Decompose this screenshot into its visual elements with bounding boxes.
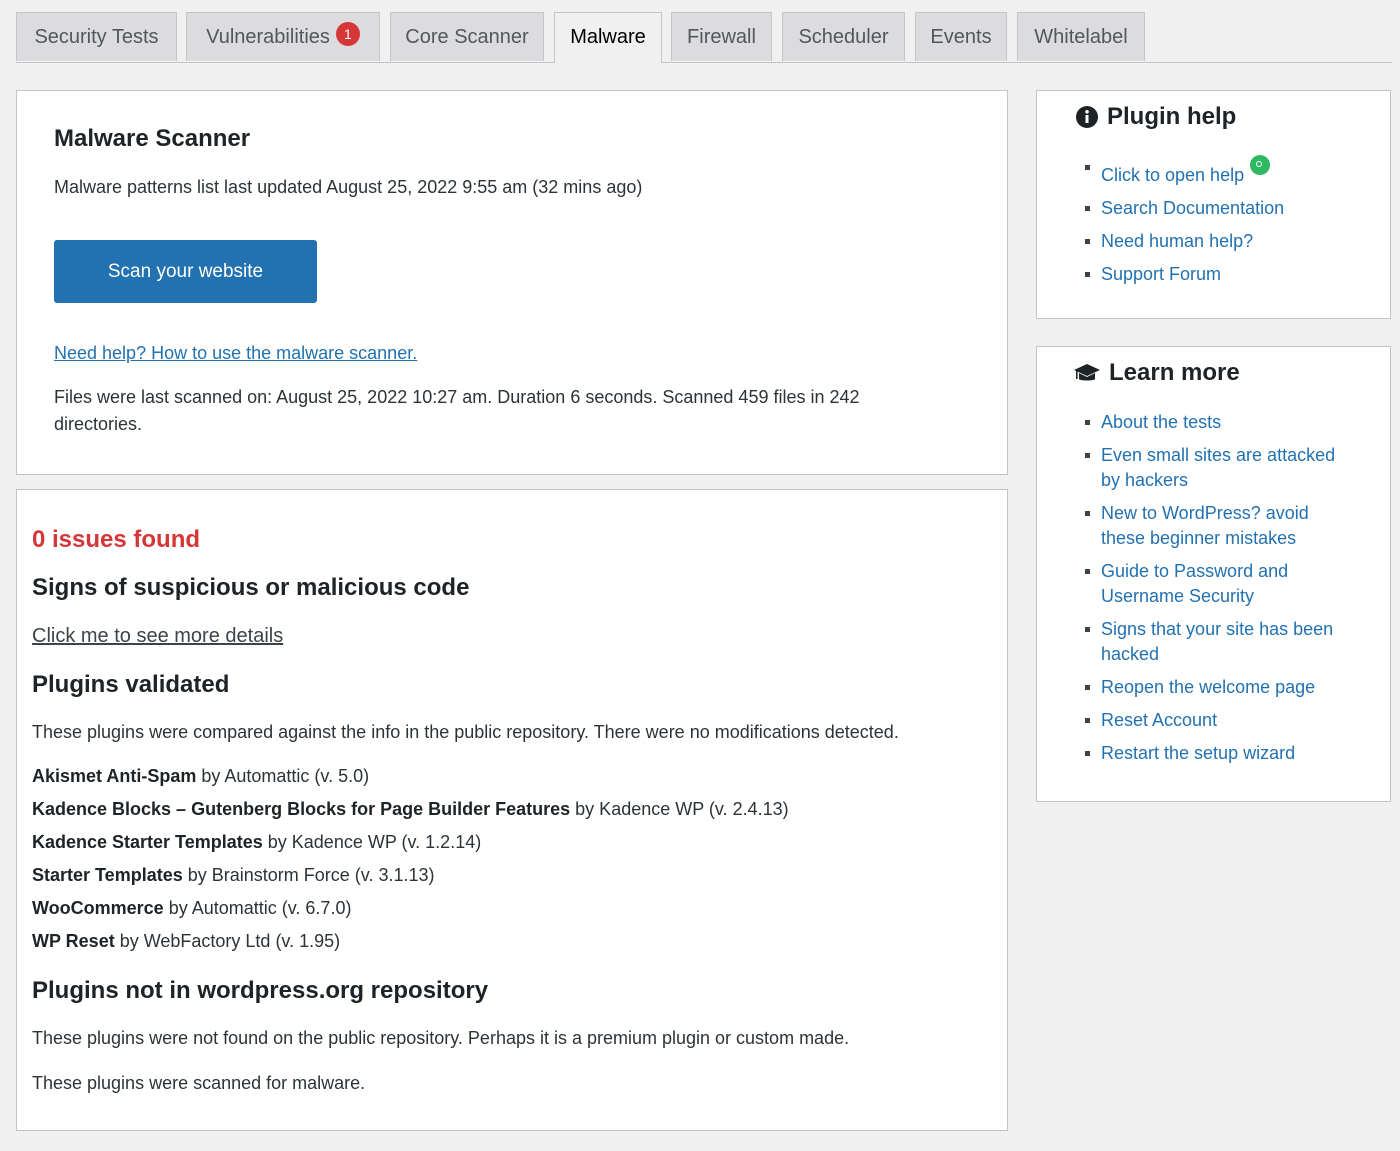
- tab-label: Core Scanner: [405, 26, 529, 48]
- plugin-help-panel: [1036, 90, 1391, 319]
- link-text: Even small sites are attacked: [1101, 445, 1336, 465]
- scan-website-button[interactable]: Scan your website: [54, 240, 317, 303]
- link-text: Restart the setup wizard: [1101, 743, 1296, 763]
- malware-help-link[interactable]: Need help? How to use the malware scanner.: [54, 343, 418, 363]
- last-scan-text-cont: directories.: [54, 414, 143, 434]
- patterns-updated-text: Malware patterns list last updated August 25, 2022 9:55 am (32 mins ago): [54, 177, 643, 197]
- link-text: by hackers: [1101, 470, 1189, 490]
- link-text: Reopen the welcome page: [1101, 677, 1316, 697]
- not-in-repo-description: These plugins were not found on the public repository. Perhaps it is a premium plugin or custom made.: [32, 1028, 850, 1048]
- tab-events[interactable]: [915, 12, 1007, 61]
- link-text: Signs that your site has been: [1101, 619, 1334, 639]
- plugin-item: [32, 799, 789, 820]
- link-text: About the tests: [1101, 412, 1222, 432]
- plugin-name: WP Reset: [32, 931, 115, 951]
- malware-scanner-panel: [16, 90, 1008, 475]
- tab-label: Vulnerabilities: [206, 26, 330, 48]
- tab-security-tests[interactable]: [16, 12, 177, 61]
- about-tests-link[interactable]: [1085, 410, 1335, 435]
- link-text: these beginner mistakes: [1101, 528, 1297, 548]
- link-text: Support Forum: [1101, 264, 1222, 284]
- plugin-help-title: [1075, 103, 1236, 131]
- help-links: [1085, 155, 1284, 287]
- plugin-name: Akismet Anti-Spam: [32, 766, 197, 786]
- title-text: Learn more: [1109, 359, 1240, 386]
- link-text: hacked: [1101, 644, 1160, 664]
- tab-label: Whitelabel: [1034, 26, 1128, 48]
- validated-description: These plugins were compared against the info in the public repository. There were no modifications detected.: [32, 722, 899, 742]
- reopen-welcome-link[interactable]: [1085, 675, 1335, 700]
- small-sites-link[interactable]: [1085, 443, 1335, 493]
- plugin-item: [32, 832, 481, 853]
- learn-more-title: [1073, 359, 1240, 387]
- chat-status-icon: [1250, 155, 1270, 175]
- count-badge: 1: [336, 22, 360, 46]
- scan-results-panel: [16, 489, 1008, 1131]
- title-text: Plugin help: [1107, 103, 1237, 130]
- tab-label: Events: [930, 26, 992, 48]
- plugin-meta: by WebFactory Ltd (v. 1.95): [114, 931, 341, 951]
- plugin-meta: by Automattic (v. 6.7.0): [163, 898, 352, 918]
- search-docs-link[interactable]: [1085, 196, 1284, 221]
- plugin-item: [32, 931, 340, 952]
- link-text: Username Security: [1101, 586, 1255, 606]
- tab-label: Firewall: [687, 26, 756, 48]
- issues-count: 0 issues found: [32, 526, 201, 553]
- link-text: Search Documentation: [1101, 198, 1285, 218]
- human-help-link[interactable]: [1085, 229, 1284, 254]
- open-help-link[interactable]: [1085, 155, 1284, 188]
- support-forum-link[interactable]: [1085, 262, 1284, 287]
- restart-wizard-link[interactable]: [1085, 741, 1335, 766]
- tab-firewall[interactable]: [671, 12, 772, 61]
- tab-label: Scheduler: [798, 26, 889, 48]
- plugins-validated-heading: Plugins validated: [32, 671, 230, 698]
- panel-title: Malware Scanner: [54, 125, 251, 152]
- plugin-name: Kadence Blocks – Gutenberg Blocks for Page Builder Features: [32, 799, 571, 819]
- learn-links: [1085, 410, 1335, 766]
- plugin-meta: by Kadence WP (v. 1.2.14): [262, 832, 482, 852]
- reset-account-link[interactable]: [1085, 708, 1335, 733]
- plugin-name: Starter Templates: [32, 865, 183, 885]
- tab-scheduler[interactable]: [782, 12, 905, 61]
- plugin-item: [32, 898, 351, 919]
- tab-core-scanner[interactable]: [390, 12, 544, 61]
- plugin-meta: by Brainstorm Force (v. 3.1.13): [182, 865, 435, 885]
- tab-label: Security Tests: [34, 26, 159, 48]
- link-text: Click to open help: [1101, 165, 1245, 185]
- link-text: Guide to Password and: [1101, 561, 1289, 581]
- link-text: Need human help?: [1101, 231, 1254, 251]
- tab-vulnerabilities[interactable]: [186, 12, 380, 61]
- password-guide-link[interactable]: [1085, 559, 1335, 609]
- details-link[interactable]: Click me to see more details: [32, 625, 284, 647]
- plugin-item: [32, 766, 369, 787]
- tab-malware[interactable]: [554, 12, 662, 63]
- info-icon: [1075, 105, 1099, 129]
- plugin-meta: by Kadence WP (v. 2.4.13): [570, 799, 789, 819]
- learn-more-panel: [1036, 346, 1391, 802]
- tab-whitelabel[interactable]: [1017, 12, 1145, 61]
- plugin-meta: by Automattic (v. 5.0): [196, 766, 370, 786]
- plugin-name: Kadence Starter Templates: [32, 832, 263, 852]
- last-scan-text: Files were last scanned on: August 25, 2022 10:27 am. Duration 6 seconds. Scanned 459 files in 242: [54, 387, 860, 407]
- link-text: New to WordPress? avoid: [1101, 503, 1309, 523]
- beginner-mistakes-link[interactable]: [1085, 501, 1335, 551]
- link-text: Reset Account: [1101, 710, 1218, 730]
- scanned-note: These plugins were scanned for malware.: [32, 1073, 366, 1093]
- nav-tabs: [16, 12, 1392, 63]
- tab-label: Malware: [570, 26, 646, 48]
- suspicious-code-heading: Signs of suspicious or malicious code: [32, 574, 470, 601]
- not-in-repo-heading: Plugins not in wordpress.org repository: [32, 977, 489, 1004]
- plugin-name: WooCommerce: [32, 898, 164, 918]
- graduation-cap-icon: [1073, 361, 1101, 385]
- plugin-item: [32, 865, 434, 886]
- hacked-signs-link[interactable]: [1085, 617, 1335, 667]
